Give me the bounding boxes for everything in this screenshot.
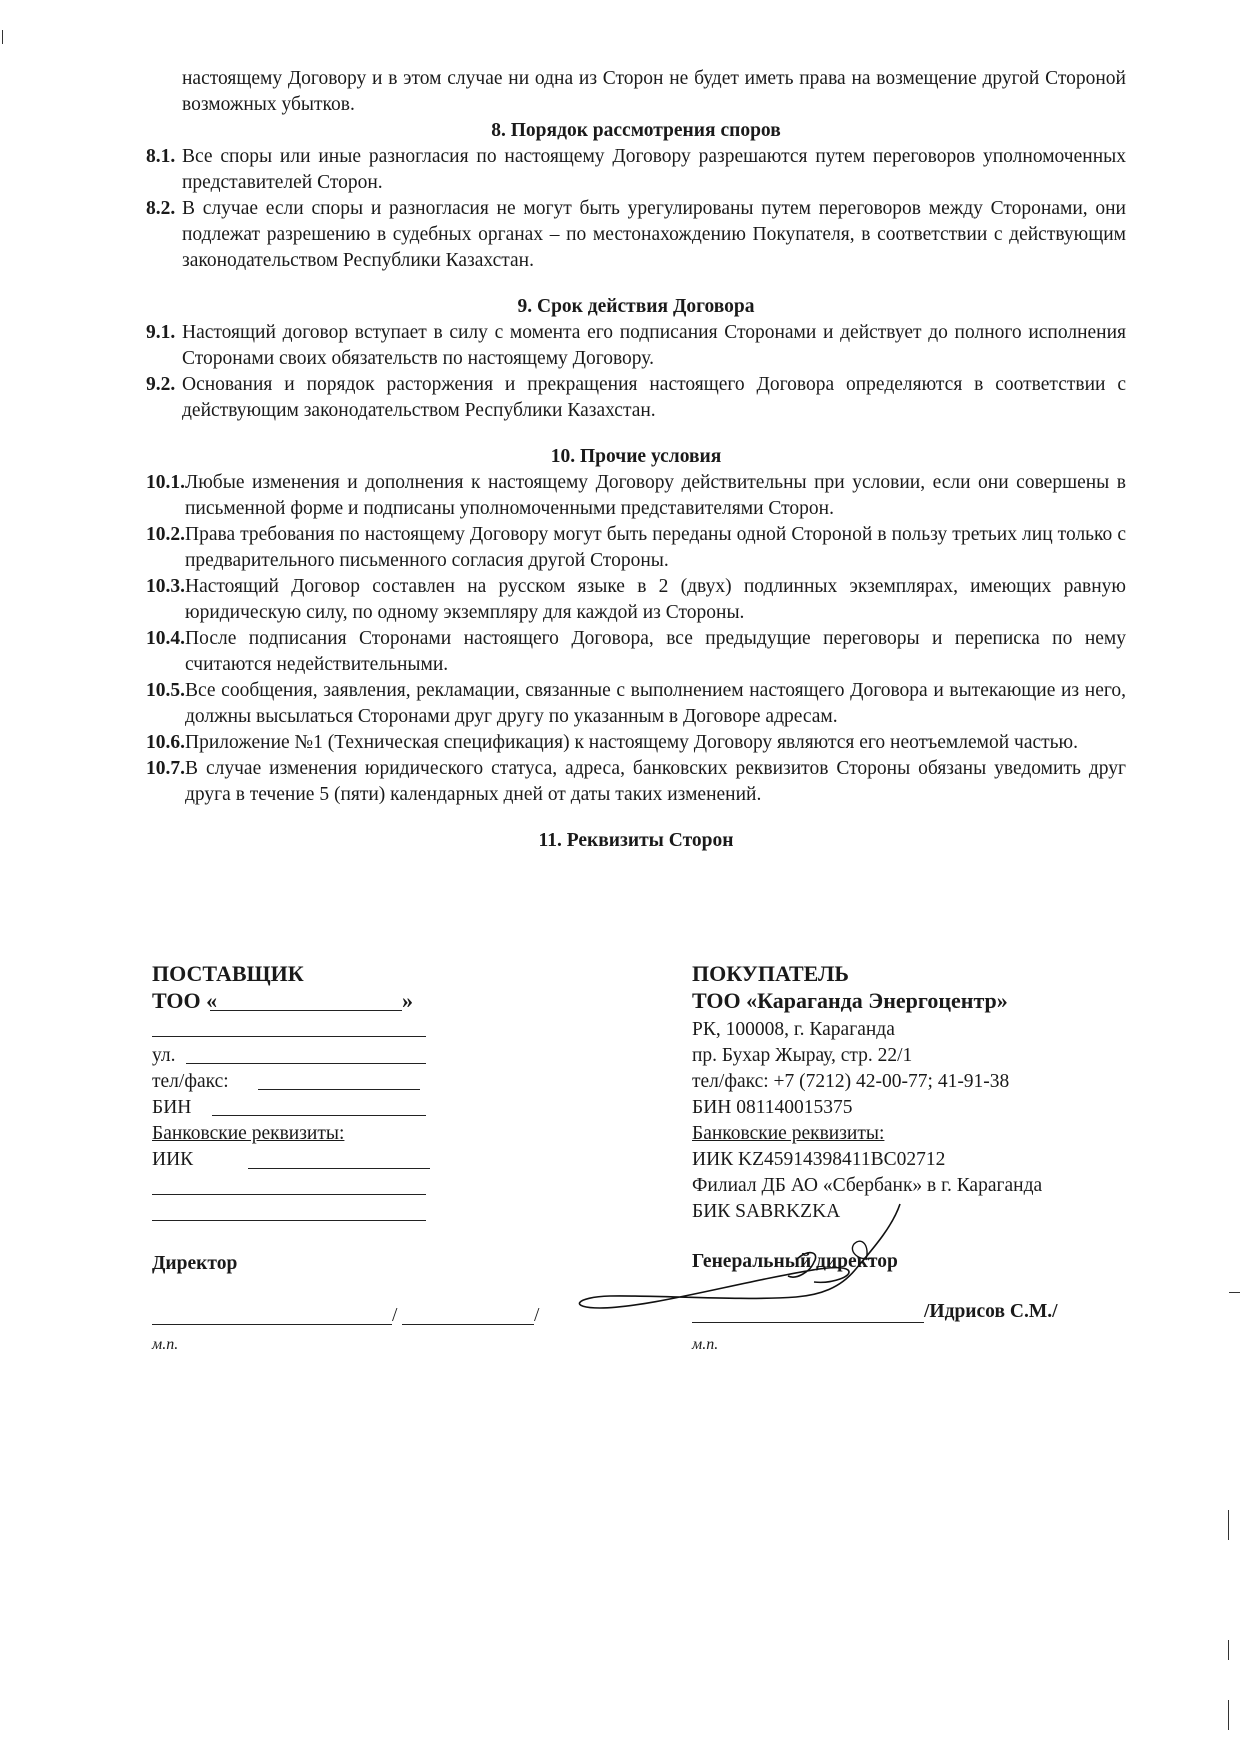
section-8-heading: 8. Порядок рассмотрения споров: [491, 120, 781, 141]
supplier-company-open: ТОО «: [152, 988, 218, 1013]
clause-number: 10.1.: [146, 472, 185, 493]
supplier-director-label: Директор: [152, 1253, 238, 1274]
supplier-phone-label: тел/факс:: [152, 1071, 229, 1092]
slash: /: [534, 1305, 540, 1326]
clause-text: После подписания Сторонами настоящего Договора, все предыдущие переговоры и переписка по нему считаются недействительными.: [185, 628, 1126, 675]
clause-number: 10.5.: [146, 680, 185, 701]
clause-text: Права требования по настоящему Договору могут быть переданы одной Стороной в пользу третьих лиц только с предварительного письменного согласия другой Стороны.: [185, 524, 1126, 571]
section-9-heading: 9. Срок действия Договора: [517, 296, 755, 317]
clause-text: Настоящий Договор составлен на русском языке в 2 (двух) подлинных экземплярах, имеющих равную юридическую силу, по одному экземпляру для каждой из Стороны.: [185, 576, 1126, 623]
buyer-bik: БИК SABRKZKA: [692, 1201, 841, 1222]
supplier-iik-label: ИИК: [152, 1149, 194, 1170]
clause-number: 10.2.: [146, 524, 185, 545]
buyer-branch: Филиал ДБ АО «Сбербанк» в г. Караганда: [692, 1175, 1043, 1196]
scan-mark: [2, 30, 3, 44]
supplier-street-label: ул.: [152, 1045, 176, 1066]
scan-mark: [1228, 1640, 1229, 1660]
clause-text: Приложение №1 (Техническая спецификация) к настоящему Договору являются его неотъемлемой частью.: [185, 732, 1078, 753]
section-10-heading: 10. Прочие условия: [550, 446, 722, 467]
scan-mark: [1228, 1510, 1229, 1540]
clause-text: В случае изменения юридического статуса, адреса, банковских реквизитов Стороны обязаны уведомить друг друга в течение 5 (пяти) календарных дней от даты таких изменений.: [185, 758, 1126, 805]
clause-number: 10.6.: [146, 732, 185, 753]
supplier-stamp-place: м.п.: [152, 1336, 179, 1353]
scan-mark: [1228, 1700, 1229, 1730]
clause-number: 9.2.: [146, 374, 176, 395]
clause-number: 9.1.: [146, 322, 176, 343]
buyer-title: ПОКУПАТЕЛЬ: [692, 961, 849, 986]
clause-number: 10.4.: [146, 628, 185, 649]
clause-text: Основания и порядок расторжения и прекращения настоящего Договора определяются в соответствии с действующим законодательством Республики Казахстан.: [182, 374, 1126, 421]
buyer-director-label: Генеральный директор: [692, 1251, 898, 1272]
continued-paragraph: настоящему Договору и в этом случае ни одна из Сторон не будет иметь права на возмещение другой Стороной возможных убытков.: [182, 68, 1126, 115]
handwritten-signature: [570, 1200, 930, 1320]
supplier-bin-label: БИН: [152, 1097, 192, 1118]
buyer-address-2: пр. Бухар Жырау, стр. 22/1: [692, 1045, 913, 1066]
supplier-title: ПОСТАВЩИК: [152, 961, 304, 986]
buyer-stamp-place: м.п.: [692, 1336, 719, 1353]
clause-text: В случае если споры и разногласия не могут быть урегулированы путем переговоров между Сторонами, они подлежат разрешению в судебных органах – по местонахождению Покупателя, в соответствии с действующим законодательством Республики Казахстан.: [182, 198, 1126, 271]
signature-line: [692, 1322, 924, 1323]
buyer-bank-label: Банковские реквизиты:: [692, 1123, 885, 1144]
clause-text: Настоящий договор вступает в силу с момента его подписания Сторонами и действует до полного исполнения Сторонами своих обязательств по настоящему Договору.: [182, 322, 1126, 369]
clause-number: 10.7.: [146, 758, 185, 779]
buyer-phone: тел/факс: +7 (7212) 42-00-77; 41-91-38: [692, 1071, 1010, 1092]
clause-number: 8.1.: [146, 146, 176, 167]
clause-number: 8.2.: [146, 198, 176, 219]
buyer-iik: ИИК KZ45914398411BC02712: [692, 1149, 946, 1170]
slash: /: [392, 1305, 398, 1326]
clause-number: 10.3.: [146, 576, 185, 597]
scan-mark: [1229, 1292, 1240, 1293]
buyer-company: ТОО «Караганда Энергоцентр»: [692, 988, 1008, 1013]
clause-text: Все споры или иные разногласия по настоящему Договору разрешаются путем переговоров уполномоченных представителей Сторон.: [182, 146, 1126, 193]
supplier-bank-label: Банковские реквизиты:: [152, 1123, 345, 1144]
buyer-director-name: /Идрисов С.М./: [924, 1301, 1058, 1322]
buyer-address-1: РК, 100008, г. Караганда: [692, 1019, 895, 1040]
clause-text: Все сообщения, заявления, рекламации, связанные с выполнением настоящего Договора и вытекающие из него, должны высылаться Сторонами друг другу по указанным в Договоре адресам.: [185, 680, 1126, 727]
clause-text: Любые изменения и дополнения к настоящему Договору действительны при условии, если они совершены в письменной форме и подписаны уполномоченными представителями Сторон.: [185, 472, 1126, 519]
buyer-bin: БИН 081140015375: [692, 1097, 853, 1118]
section-11-heading: 11. Реквизиты Сторон: [538, 830, 734, 851]
supplier-company-close: »: [402, 988, 413, 1013]
